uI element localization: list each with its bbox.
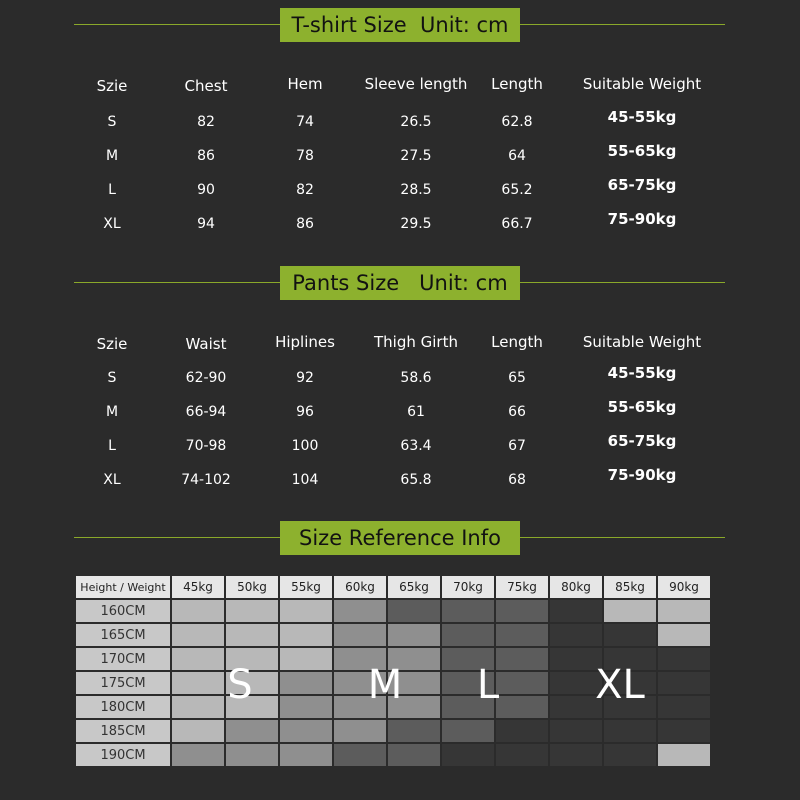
size-grid-cell	[441, 623, 495, 647]
column-header: Suitable Weight	[582, 75, 702, 93]
table-cell: 94	[197, 216, 215, 232]
size-grid-cell	[441, 599, 495, 623]
table-cell: 75-90kg	[607, 210, 677, 228]
size-grid-cell	[333, 743, 387, 767]
table-cell: 86	[296, 216, 314, 232]
weight-header: 65kg	[387, 575, 441, 599]
size-label: M	[105, 148, 119, 164]
size-grid-cell	[603, 743, 657, 767]
column-header: Waist	[185, 335, 227, 353]
size-grid-cell	[603, 599, 657, 623]
size-label: XL	[103, 472, 121, 488]
column-header: Length	[491, 333, 543, 351]
size-grid-cell	[495, 599, 549, 623]
table-cell: 66.7	[501, 216, 533, 232]
size-grid-cell	[171, 695, 225, 719]
table-cell: 104	[291, 472, 319, 488]
size-label: S	[107, 114, 117, 130]
table-cell: 65	[508, 370, 526, 386]
size-label: L	[108, 182, 116, 198]
table-cell: 74	[296, 114, 314, 130]
column-header: Thigh Girth	[374, 333, 458, 351]
table-cell: 67	[508, 438, 526, 454]
size-letter: XL	[595, 662, 645, 708]
pants-section-title: Pants Size Unit: cm	[280, 266, 520, 300]
table-cell: 100	[291, 438, 319, 454]
weight-header: 90kg	[657, 575, 711, 599]
size-grid-cell	[279, 647, 333, 671]
size-label: M	[105, 404, 119, 420]
size-grid-cell	[657, 647, 711, 671]
size-label: L	[108, 438, 116, 454]
column-header: Length	[491, 75, 543, 93]
size-letter: S	[227, 662, 253, 708]
table-row	[75, 743, 711, 767]
size-grid-cell	[279, 719, 333, 743]
header-rule-left	[74, 537, 280, 538]
weight-header: 45kg	[171, 575, 225, 599]
size-grid-cell	[171, 599, 225, 623]
size-grid-cell	[171, 743, 225, 767]
table-cell: 63.4	[400, 438, 432, 454]
size-grid-cell	[495, 719, 549, 743]
table-cell: 66-94	[185, 404, 227, 420]
size-label: S	[107, 370, 117, 386]
size-grid-cell	[495, 671, 549, 695]
column-header: Suitable Weight	[582, 333, 702, 351]
height-header: 160CM	[75, 599, 171, 623]
size-grid-cell	[387, 599, 441, 623]
height-header: 170CM	[75, 647, 171, 671]
table-cell: 65.8	[400, 472, 432, 488]
weight-header: 80kg	[549, 575, 603, 599]
column-header: Chest	[184, 77, 228, 95]
table-cell: 65-75kg	[607, 176, 677, 194]
size-grid-cell	[387, 743, 441, 767]
table-cell: 45-55kg	[607, 364, 677, 382]
size-grid-cell	[333, 719, 387, 743]
size-grid-cell	[495, 743, 549, 767]
size-grid-cell	[549, 599, 603, 623]
table-cell: 78	[296, 148, 314, 164]
column-header: Sleeve length	[364, 75, 468, 93]
tshirt-section-title: T-shirt Size Unit: cm	[280, 8, 520, 42]
table-cell: 65-75kg	[607, 432, 677, 450]
size-grid-cell	[495, 623, 549, 647]
size-grid-cell	[279, 743, 333, 767]
tshirt-section-header	[0, 8, 800, 42]
weight-header: 55kg	[279, 575, 333, 599]
size-grid-cell	[441, 743, 495, 767]
size-grid-cell	[279, 623, 333, 647]
size-grid-cell	[225, 743, 279, 767]
table-cell: 82	[296, 182, 314, 198]
size-grid-cell	[657, 623, 711, 647]
size-letter: M	[367, 662, 403, 708]
reference-section-title: Size Reference Info	[280, 521, 520, 555]
size-grid-cell	[387, 719, 441, 743]
table-cell: 62-90	[185, 370, 227, 386]
size-grid-cell	[225, 719, 279, 743]
size-grid-cell	[171, 719, 225, 743]
weight-header: 85kg	[603, 575, 657, 599]
table-cell: 29.5	[400, 216, 432, 232]
weight-header: 60kg	[333, 575, 387, 599]
table-row	[75, 599, 711, 623]
table-cell: 61	[407, 404, 425, 420]
table-cell: 70-98	[185, 438, 227, 454]
height-header: 165CM	[75, 623, 171, 647]
table-cell: 90	[197, 182, 215, 198]
table-cell: 55-65kg	[607, 142, 677, 160]
size-label: XL	[103, 216, 121, 232]
header-rule-right	[520, 282, 725, 283]
reference-section-header	[0, 521, 800, 555]
table-row	[75, 623, 711, 647]
size-grid-cell	[549, 719, 603, 743]
table-cell: 62.8	[501, 114, 533, 130]
table-cell: 96	[296, 404, 314, 420]
size-grid-cell	[279, 671, 333, 695]
grid-corner-label: Height / Weight	[75, 575, 171, 599]
height-header: 190CM	[75, 743, 171, 767]
table-row	[75, 719, 711, 743]
table-cell: 55-65kg	[607, 398, 677, 416]
size-grid-cell	[495, 695, 549, 719]
table-cell: 92	[296, 370, 314, 386]
table-cell: 86	[197, 148, 215, 164]
size-grid-cell	[279, 695, 333, 719]
header-rule-left	[74, 24, 280, 25]
grid-header-row	[75, 575, 711, 599]
height-header: 175CM	[75, 671, 171, 695]
column-header: Szie	[96, 335, 128, 353]
table-cell: 66	[508, 404, 526, 420]
header-rule-right	[520, 537, 725, 538]
table-cell: 28.5	[400, 182, 432, 198]
size-grid-cell	[225, 623, 279, 647]
size-grid-cell	[171, 647, 225, 671]
height-header: 185CM	[75, 719, 171, 743]
weight-header: 70kg	[441, 575, 495, 599]
table-cell: 45-55kg	[607, 108, 677, 126]
size-grid-cell	[657, 695, 711, 719]
table-cell: 82	[197, 114, 215, 130]
size-letter: L	[476, 662, 500, 708]
header-rule-right	[520, 24, 725, 25]
pants-section-header	[0, 266, 800, 300]
size-grid-cell	[171, 671, 225, 695]
table-cell: 68	[508, 472, 526, 488]
height-header: 180CM	[75, 695, 171, 719]
size-grid-cell	[603, 623, 657, 647]
size-grid-cell	[657, 743, 711, 767]
size-grid-cell	[225, 599, 279, 623]
size-grid-cell	[171, 623, 225, 647]
size-grid-cell	[333, 599, 387, 623]
weight-header: 75kg	[495, 575, 549, 599]
table-cell: 26.5	[400, 114, 432, 130]
table-cell: 74-102	[181, 472, 231, 488]
column-header: Hiplines	[275, 333, 335, 351]
table-cell: 65.2	[501, 182, 533, 198]
column-header: Hem	[287, 75, 323, 93]
table-cell: 75-90kg	[607, 466, 677, 484]
size-grid-cell	[657, 599, 711, 623]
size-grid-cell	[279, 599, 333, 623]
header-rule-left	[74, 282, 280, 283]
size-grid-cell	[603, 719, 657, 743]
size-grid-cell	[657, 671, 711, 695]
size-grid-cell	[495, 647, 549, 671]
table-cell: 58.6	[400, 370, 432, 386]
size-grid-cell	[387, 623, 441, 647]
table-cell: 27.5	[400, 148, 432, 164]
weight-header: 50kg	[225, 575, 279, 599]
column-header: Szie	[96, 77, 128, 95]
size-grid-cell	[657, 719, 711, 743]
table-cell: 64	[508, 148, 526, 164]
size-grid-cell	[333, 623, 387, 647]
size-grid-cell	[441, 719, 495, 743]
size-grid-cell	[549, 623, 603, 647]
size-grid-cell	[549, 743, 603, 767]
